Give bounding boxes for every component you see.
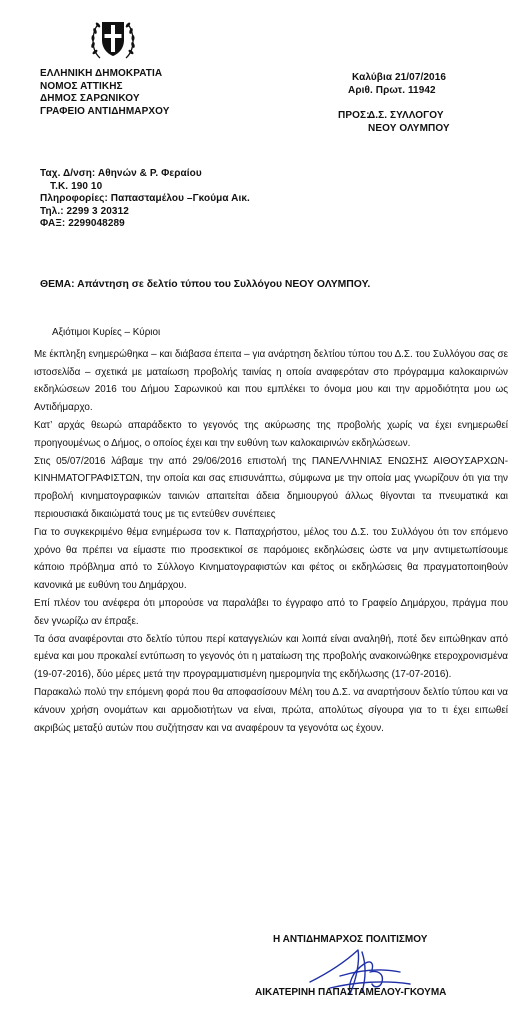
fax-number: ΦΑΞ: 2299048289: [40, 218, 125, 229]
signatory-title: Η ΑΝΤΙΔΗΜΑΡΧΟΣ ΠΟΛΙΤΙΣΜΟΥ: [273, 934, 428, 945]
paragraph-6: Τα όσα αναφέρονται στο δελτίο τύπου περί καταγγελιών και λοιπά είναι αναληθή, ποτέ δεν ειπώθηκαν από εμένα και μου προκαλεί εντύπωση το γεγονός ότι η ματαίωση της προβολής ανακοινώθηκε ετεροχρονισμένα (19-07-2016), δύο μέρες μετά την προγραμματισμένη ημερομηνία της εκδήλωσης (17-07-2016).: [34, 633, 508, 681]
municipality-name: ΔΗΜΟΣ ΣΑΡΩΝΙΚΟΥ: [40, 93, 140, 104]
letter-body: [34, 324, 508, 737]
issuer-header: [40, 68, 170, 118]
contact-block: [40, 168, 250, 231]
date-block: [348, 72, 446, 97]
contact-person: Πληροφορίες: Παπασταμέλου –Γκούμα Αικ.: [40, 193, 250, 204]
subject-line: ΘΕΜΑ: Απάντηση σε δελτίο τύπου του Συλλόγου ΝΕΟΥ ΟΛΥΜΠΟΥ.: [40, 279, 371, 290]
prefecture-name: ΝΟΜΟΣ ΑΤΤΙΚΗΣ: [40, 80, 123, 92]
recipient-label: ΠΡΟΣ:: [338, 110, 370, 121]
phone-number: Τηλ.: 2299 3 20312: [40, 205, 129, 217]
postcode: Τ.Κ. 190 10: [50, 180, 103, 192]
office-name: ΓΡΑΦΕΙΟ ΑΝΤΙΔΗΜΑΡΧΟΥ: [40, 105, 170, 117]
recipient-block: [338, 110, 450, 135]
paragraph-7: Παρακαλώ πολύ την επόμενη φορά που θα αποφασίσουν Μέλη του Δ.Σ. να αναρτήσουν δελτίο τύπου και να κάνουν χρήση ονομάτων και αρμοδιοτήτων να είναι, πρώτα, απολύτως σίγουρα για το τι έχει ειπωθεί ακριβώς μεταξύ αυτών που συζήτησαν και να αναφέρουν τα γεγονότα ως έχουν.: [34, 686, 508, 734]
paragraph-2: Κατ’ αρχάς θεωρώ απαράδεκτο το γεγονός της ακύρωσης της προβολής χωρίς να έχει ενημερωθεί προηγουμένως ο Δήμος, ο οποίος έχει και την ευθύνη των καλοκαιρινών εκδηλώσεων.: [34, 419, 508, 449]
protocol-number: Αριθ. Πρωτ. 11942: [348, 84, 436, 96]
recipient-line-2: ΝΕΟΥ ΟΛΥΜΠΟΥ: [368, 122, 450, 134]
paragraph-1: Με έκπληξη ενημερώθηκα – και διάβασα έπειτα – για ανάρτηση δελτίου τύπου του Δ.Σ. του Συλλόγου σας σε ιστοσελίδα – σχετικά με ματαίωση προβολής ταινίας η οποία αναφερόταν στο πρόγραμμα καλοκαιρινών εκδηλώσεων 2016 του Δήμου Σαρωνικού και που εμπλέκει το όνομα μου και την αρμοδιότητα μου ως Αντιδήμαρχο.: [34, 348, 509, 414]
greeting: Αξιότιμοι Κυρίες – Κύριοι: [52, 327, 161, 338]
signatory-name: ΑΙΚΑΤΕΡΙΝΗ ΠΑΠΑΣΤΑΜΕΛΟΥ-ΓΚΟΥΜΑ: [255, 987, 447, 998]
paragraph-5: Επί πλέον του ανέφερα ότι μπορούσε να παραλάβει το έγγραφο από το Γραφείο Δημάρχου, πράγμα που δεν γνωρίζω αν έπραξε.: [34, 597, 508, 627]
country-name: ΕΛΛΗΝΙΚΗ ΔΗΜΟΚΡΑΤΙΑ: [40, 68, 163, 79]
paragraph-3: Στις 05/07/2016 λάβαμε την από 29/06/2016 επιστολή της ΠΑΝΕΛΛΗΝΙΑΣ ΕΝΩΣΗΣ ΑΙΘΟΥΣΑΡΧΩΝ-ΚΙΝΗΜΑΤΟΓΡΑΦΙΣΤΩΝ, την οποία και σας επισυνάπτω, σύμφωνα με την οποία μας γνωρίζουν ότι για την προβολή κινηματογραφικών ταινιών απαιτείται άδεια δημιουργού άλλως θίγονται τα πνευματικά και περιουσιακά δικαιώματά τους με τις εντεύθεν συνέπειες: [34, 455, 508, 520]
recipient-line-1: Δ.Σ. ΣΥΛΛΟΓΟΥ: [368, 110, 444, 121]
greek-coat-of-arms-icon: [86, 12, 140, 66]
document-date: Καλύβια 21/07/2016: [352, 72, 447, 83]
paragraph-4: Για το συγκεκριμένο θέμα ενημέρωσα τον κ. Παπαχρήστου, μέλος του Δ.Σ. του Συλλόγου ότι τον επόμενο χρόνο θα πρέπει να είμαστε πιο προσεκτικοί σε παρόμοιες εκδηλώσεις ώστε να μην αντιμετωπίσουμε κάποιο πρόβλημα από το Σύλλογο Κινηματογραφιστών και φέτος οι εκδηλώσεις θα πραγματοποιηθούν κανονικά με ευθύνη του Δημάρχου.: [34, 526, 508, 592]
postal-address: Ταχ. Δ/νση: Αθηνών & Ρ. Φεραίου: [40, 168, 202, 179]
